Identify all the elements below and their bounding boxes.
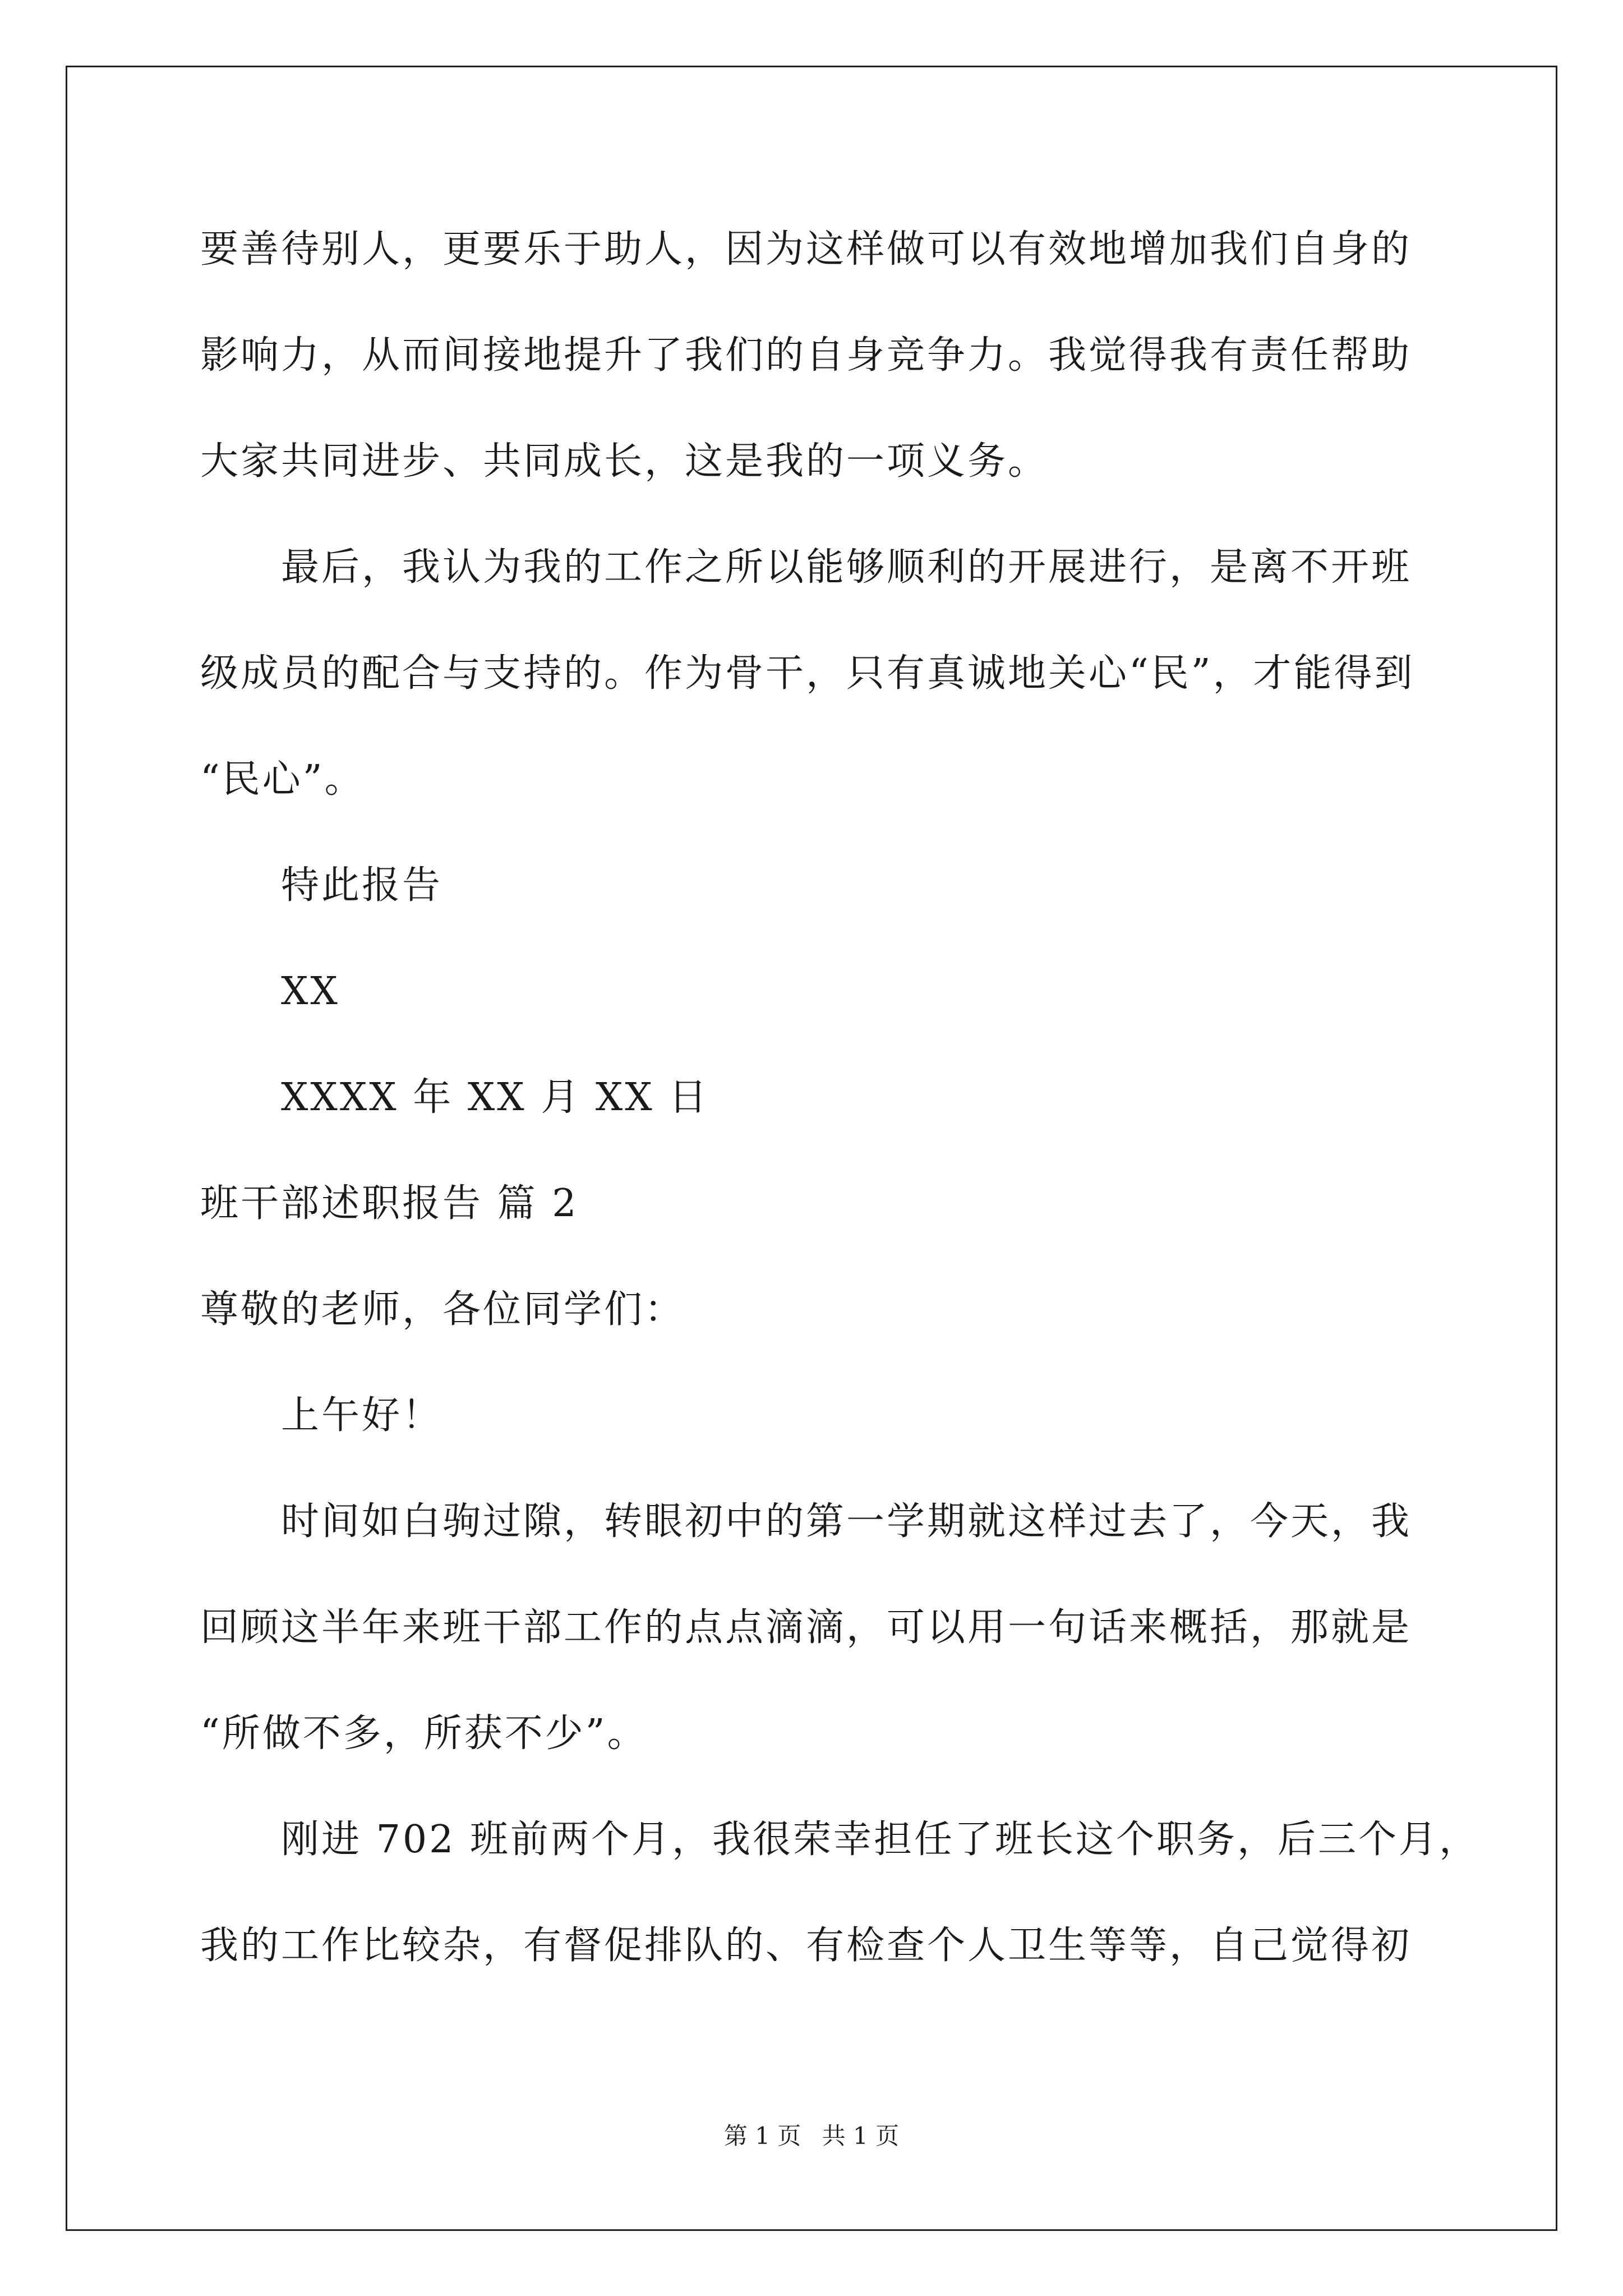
text-line: 影响力，从而间接地提升了我们的自身竞争力。我觉得我有责任帮助: [200, 333, 1412, 378]
text-line: 刚进 702 班前两个月，我很荣幸担任了班长这个职务，后三个月，: [281, 1818, 1480, 1862]
page-footer: [0, 2119, 1623, 2153]
salutation: 尊敬的老师，各位同学们：: [200, 1287, 685, 1332]
signature-date: XXXX 年 XX 月 XX 日: [281, 1075, 709, 1120]
text-line: 大家共同进步、共同成长，这是我的一项义务。: [200, 439, 1049, 484]
document-body: [200, 216, 1480, 2018]
text-line: “民心”。: [200, 757, 365, 802]
text-line: 级成员的配合与支持的。作为骨干，只有真诚地关心“民”，才能得到: [200, 651, 1415, 696]
page-total: 共 1 页: [822, 2122, 900, 2150]
greeting: 上午好！: [281, 1393, 443, 1438]
text-line: 我的工作比较杂，有督促排队的、有检查个人卫生等等，自己觉得初: [200, 1924, 1412, 1968]
text-line: “所做不多，所获不少”。: [200, 1711, 648, 1756]
text-line: 时间如白驹过隙，转眼初中的第一学期就这样过去了，今天，我: [281, 1499, 1412, 1544]
text-line: 要善待别人，更要乐于助人，因为这样做可以有效地增加我们自身的: [200, 227, 1412, 272]
signature-name: XX: [281, 969, 340, 1014]
text-line: 回顾这半年来班干部工作的点点滴滴，可以用一句话来概括，那就是: [200, 1605, 1412, 1650]
text-line: 最后，我认为我的工作之所以能够顺利的开展进行，是离不开班: [281, 545, 1412, 590]
closing-phrase: 特此报告: [281, 863, 443, 908]
section-heading: 班干部述职报告 篇 2: [200, 1181, 579, 1226]
page-number: 第 1 页: [723, 2122, 801, 2150]
